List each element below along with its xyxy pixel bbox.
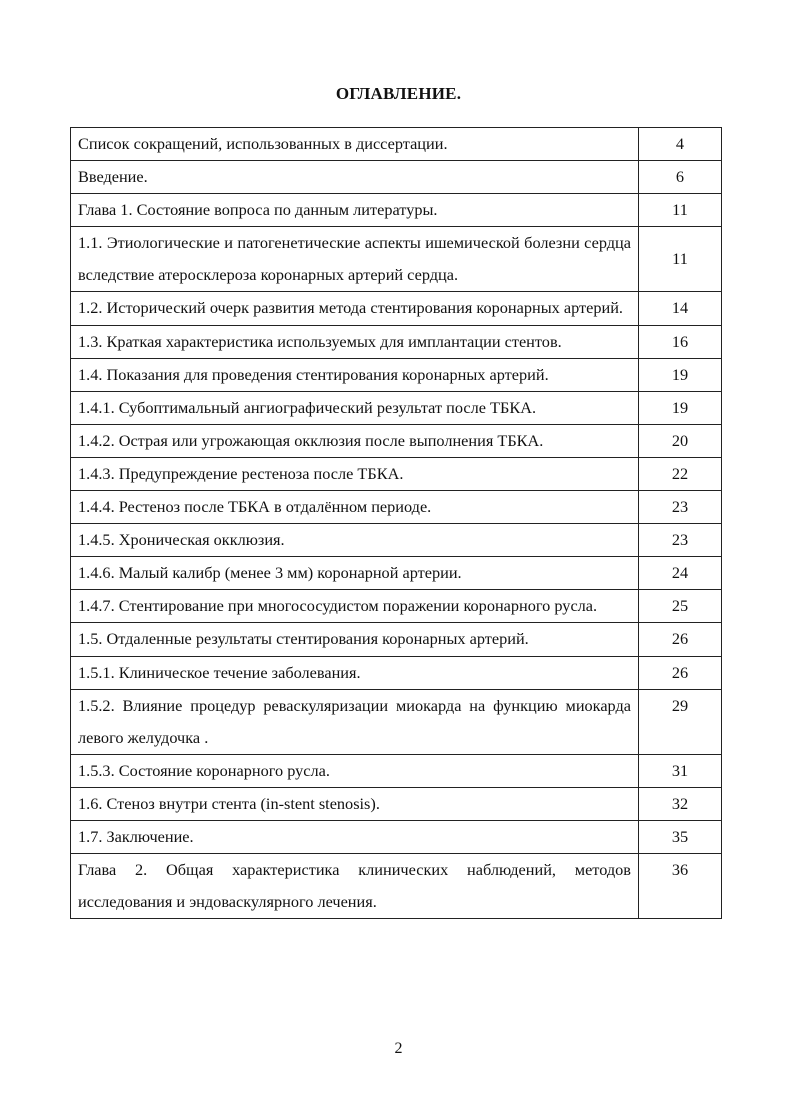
- toc-row: [71, 623, 722, 656]
- toc-row: [71, 524, 722, 557]
- toc-row: [71, 128, 722, 161]
- toc-row: [71, 557, 722, 590]
- toc-row: [71, 820, 722, 853]
- toc-row: [71, 292, 722, 325]
- toc-entry-title: Глава 1. Состояние вопроса по данным литературы.: [71, 194, 639, 227]
- toc-entry-page: 11: [639, 227, 722, 292]
- toc-entry-page: 4: [639, 128, 722, 161]
- toc-entry-title: 1.1. Этиологические и патогенетические аспекты ишемической болезни сердца вследствие атеросклероза коронарных артерий сердца.: [71, 227, 639, 292]
- toc-entry-page: 19: [639, 391, 722, 424]
- toc-entry-page: 26: [639, 656, 722, 689]
- toc-entry-title: Глава 2. Общая характеристика клинических наблюдений, методов исследования и эндоваскулярного лечения.: [71, 854, 639, 919]
- toc-row: [71, 227, 722, 292]
- toc-entry-page: 29: [639, 689, 722, 754]
- toc-entry-page: 31: [639, 754, 722, 787]
- toc-entry-title: 1.4.5. Хроническая окклюзия.: [71, 524, 639, 557]
- toc-row: [71, 457, 722, 490]
- toc-entry-title: 1.5. Отдаленные результаты стентирования коронарных артерий.: [71, 623, 639, 656]
- toc-entry-title: 1.5.3. Состояние коронарного русла.: [71, 754, 639, 787]
- page-number: 2: [394, 1040, 403, 1057]
- toc-entry-page: 35: [639, 820, 722, 853]
- toc-entry-page: 26: [639, 623, 722, 656]
- toc-entry-page: 36: [639, 854, 722, 919]
- toc-entry-page: 23: [639, 491, 722, 524]
- toc-entry-page: 19: [639, 358, 722, 391]
- toc-entry-page: 11: [639, 194, 722, 227]
- toc-row: [71, 787, 722, 820]
- toc-entry-title: 1.4.1. Субоптимальный ангиографический результат после ТБКА.: [71, 391, 639, 424]
- toc-entry-title: 1.6. Стеноз внутри стента (in-stent stenosis).: [71, 787, 639, 820]
- toc-entry-title: 1.2. Исторический очерк развития метода стентирования коронарных артерий.: [71, 292, 639, 325]
- toc-entry-title: Список сокращений, использованных в диссертации.: [71, 128, 639, 161]
- toc-entry-title: 1.4.6. Малый калибр (менее 3 мм) коронарной артерии.: [71, 557, 639, 590]
- toc-row: [71, 689, 722, 754]
- toc-entry-title: 1.4.4. Рестеноз после ТБКА в отдалённом периоде.: [71, 491, 639, 524]
- toc-row: [71, 656, 722, 689]
- toc-entry-title: 1.7. Заключение.: [71, 820, 639, 853]
- toc-entry-page: 14: [639, 292, 722, 325]
- toc-entry-page: 6: [639, 161, 722, 194]
- toc-row: [71, 358, 722, 391]
- toc-entry-title: 1.5.1. Клиническое течение заболевания.: [71, 656, 639, 689]
- toc-entry-page: 20: [639, 424, 722, 457]
- toc-row: [71, 325, 722, 358]
- toc-row: [71, 424, 722, 457]
- toc-entry-title: 1.4.3. Предупреждение рестеноза после ТБКА.: [71, 457, 639, 490]
- toc-row: [71, 391, 722, 424]
- page-title: ОГЛАВЛЕНИЕ.: [335, 84, 462, 103]
- toc-entry-page: 24: [639, 557, 722, 590]
- toc-row: [71, 491, 722, 524]
- toc-entry-page: 23: [639, 524, 722, 557]
- table-of-contents: [70, 127, 722, 919]
- toc-entry-page: 16: [639, 325, 722, 358]
- toc-row: [71, 754, 722, 787]
- toc-entry-title: 1.4. Показания для проведения стентирования коронарных артерий.: [71, 358, 639, 391]
- toc-entry-title: 1.5.2. Влияние процедур реваскуляризации миокарда на функцию миокарда левого желудочка .: [71, 689, 639, 754]
- toc-entry-page: 25: [639, 590, 722, 623]
- toc-entry-page: 32: [639, 787, 722, 820]
- toc-entry-title: 1.3. Краткая характеристика используемых для имплантации стентов.: [71, 325, 639, 358]
- toc-row: [71, 590, 722, 623]
- toc-entry-title: 1.4.7. Стентирование при многососудистом поражении коронарного русла.: [71, 590, 639, 623]
- toc-entry-title: Введение.: [71, 161, 639, 194]
- toc-row: [71, 194, 722, 227]
- toc-entry-page: 22: [639, 457, 722, 490]
- toc-row: [71, 854, 722, 919]
- toc-row: [71, 161, 722, 194]
- toc-entry-title: 1.4.2. Острая или угрожающая окклюзия после выполнения ТБКА.: [71, 424, 639, 457]
